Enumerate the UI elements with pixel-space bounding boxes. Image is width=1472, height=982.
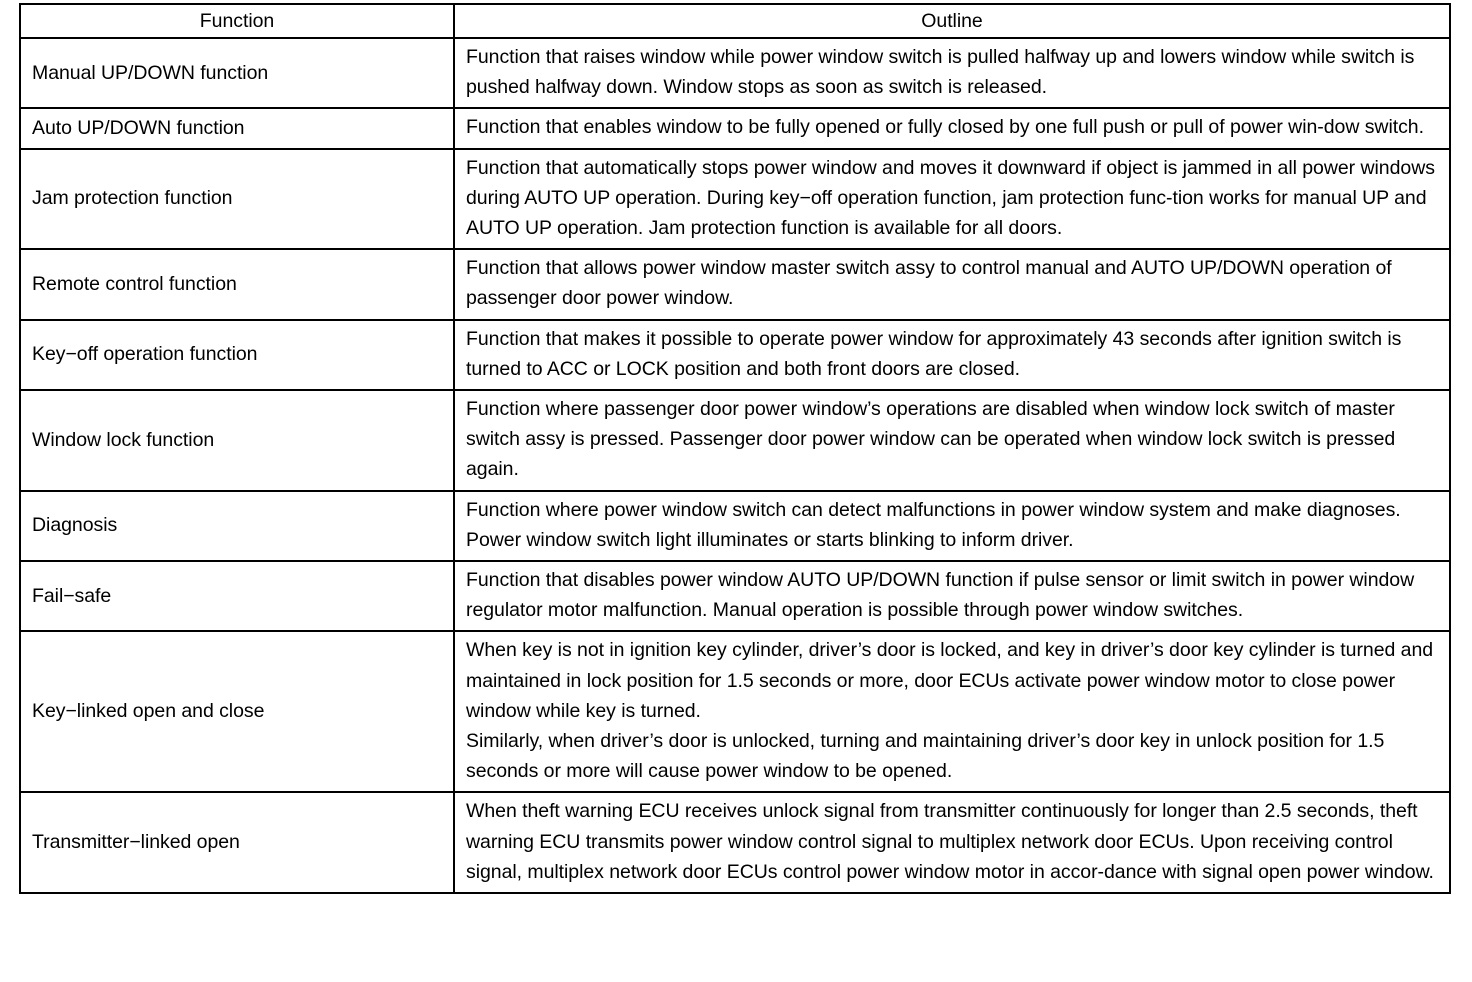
outline-cell bbox=[454, 38, 1450, 108]
outline-cell bbox=[454, 108, 1450, 148]
function-cell: Key−off operation function bbox=[20, 320, 454, 390]
function-column-header: Function bbox=[20, 4, 454, 38]
function-cell: Transmitter−linked open bbox=[20, 792, 454, 893]
outline-cell bbox=[454, 792, 1450, 893]
table-row bbox=[20, 631, 1450, 792]
function-cell: Window lock function bbox=[20, 390, 454, 491]
table-row bbox=[20, 792, 1450, 893]
outline-text: Function that makes it possible to operate power window for approximately 43 seconds after ignition switch is turned to ACC or LOCK position and both front doors are closed. bbox=[466, 327, 1402, 380]
outline-text: When key is not in ignition key cylinder, driver’s door is locked, and key in driver’s door key cylinder is turned and maintained in lock position for 1.5 seconds or more, door ECUs activate power window motor to close power window while key is turned. bbox=[466, 639, 1434, 722]
function-cell: Diagnosis bbox=[20, 491, 454, 561]
outline-cell bbox=[454, 249, 1450, 319]
outline-cell bbox=[454, 631, 1450, 792]
outline-text: Function that enables window to be fully opened or fully closed by one full push or pull of power win‑dow switch. bbox=[466, 116, 1424, 139]
outline-text: Function that raises window while power window switch is pulled halfway up and lowers window while switch is pushed halfway down. Window stops as soon as switch is released. bbox=[466, 46, 1415, 99]
outline-text: When theft warning ECU receives unlock signal from transmitter continuously for longer than 2.5 seconds, theft warning ECU transmits power window control signal to multiplex network door ECUs. Upon receiving control signal, multiplex network door ECUs control power window motor in accor‑dance with signal open power window. bbox=[466, 800, 1434, 883]
function-cell: Auto UP/DOWN function bbox=[20, 108, 454, 148]
outline-text: Function where power window switch can detect malfunctions in power window system and make diagnoses. Power window switch light illuminates or starts blinking to inform driver. bbox=[466, 498, 1401, 551]
table-row bbox=[20, 320, 1450, 390]
outline-cell bbox=[454, 561, 1450, 631]
function-cell: Remote control function bbox=[20, 249, 454, 319]
table-row bbox=[20, 149, 1450, 250]
outline-text: Similarly, when driver’s door is unlocked, turning and maintaining driver’s door key in unlock position for 1.5 seconds or more will cause power window to be opened. bbox=[466, 730, 1385, 783]
table-row bbox=[20, 38, 1450, 108]
outline-cell bbox=[454, 390, 1450, 491]
function-cell: Key−linked open and close bbox=[20, 631, 454, 792]
outline-text: Function that allows power window master switch assy to control manual and AUTO UP/DOWN operation of passenger door power window. bbox=[466, 257, 1392, 310]
table-row bbox=[20, 561, 1450, 631]
table-row bbox=[20, 491, 1450, 561]
function-cell: Manual UP/DOWN function bbox=[20, 38, 454, 108]
outline-cell bbox=[454, 149, 1450, 250]
outline-cell bbox=[454, 320, 1450, 390]
outline-text: Function that automatically stops power window and moves it downward if object is jammed in all power windows during AUTO UP operation. During key−off operation function, jam protection func‑tion works for manual UP and AUTO UP operation. Jam protection function is available for all doors. bbox=[466, 156, 1435, 240]
table-row bbox=[20, 390, 1450, 491]
outline-column-header: Outline bbox=[454, 4, 1450, 38]
function-cell: Fail−safe bbox=[20, 561, 454, 631]
function-outline-table bbox=[19, 3, 1451, 894]
table-row bbox=[20, 108, 1450, 148]
outline-text: Function where passenger door power window’s operations are disabled when window lock switch of master switch assy is pressed. Passenger door power window can be operated when window lock switch is pressed again. bbox=[466, 398, 1396, 481]
outline-cell bbox=[454, 491, 1450, 561]
table-row bbox=[20, 249, 1450, 319]
function-cell: Jam protection function bbox=[20, 149, 454, 250]
outline-text: Function that disables power window AUTO UP/DOWN function if pulse sensor or limit switch in power window regulator motor malfunction. Manual operation is possible through power window switches. bbox=[466, 569, 1415, 622]
header-row bbox=[20, 4, 1450, 38]
